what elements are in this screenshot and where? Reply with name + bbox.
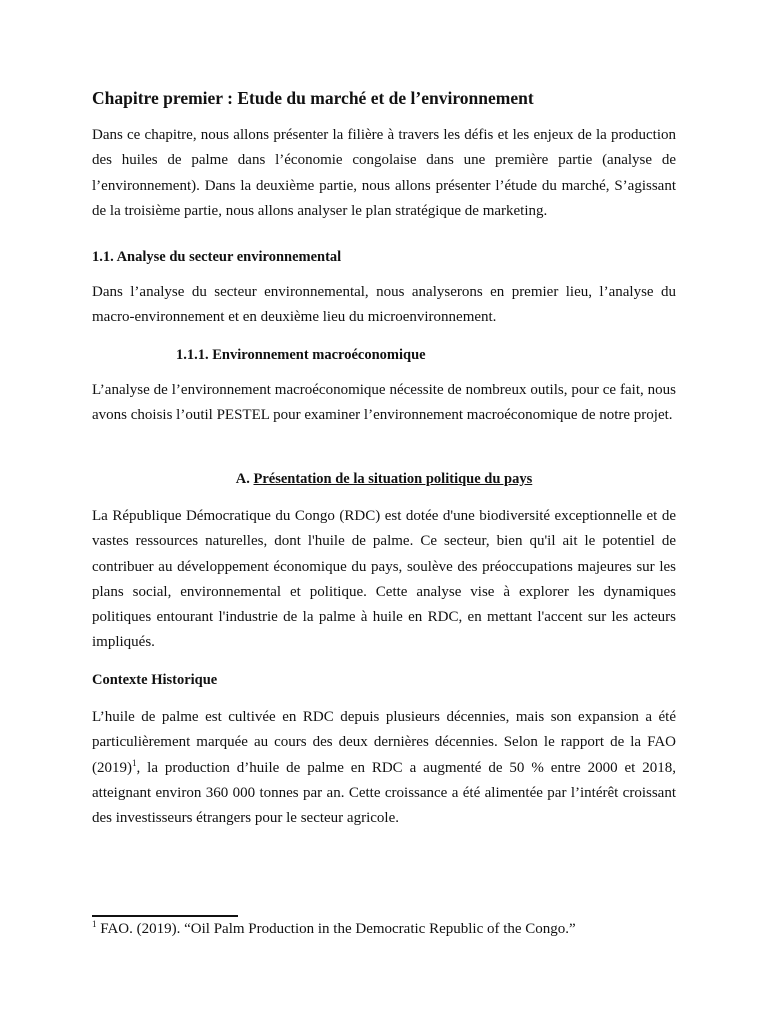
footnote <box>92 919 576 939</box>
historical-paragraph-start: L’huile de palme est cultivée en RDC depuis plusieurs décennies, mais son expansion a été particulièrement marquée au cours des deux dernières décennies. Selon le rapport de la FAO (2019) <box>92 709 676 776</box>
historical-paragraph-end: , la production d’huile de palme en RDC a augmenté de 50 % entre 2000 et 2018, atteignant environ 360 000 tonnes par an. Cette croissance a été alimentée par l’intérêt croissant des investisseurs étrangers pour le secteur agricole. <box>92 759 676 827</box>
historical-context-paragraph <box>92 705 676 831</box>
footnote-number: 1 <box>92 919 97 929</box>
section-1-1-1-paragraph: L’analyse de l’environnement macroéconomique nécessite de nombreux outils, pour ce fait, nous avons choisis l’outil PESTEL pour examiner l’environnement macroéconomique de notre projet. <box>92 382 676 424</box>
footnote-reference: 1 <box>132 757 137 768</box>
intro-paragraph: Dans ce chapitre, nous allons présenter la filière à travers les défis et les enjeux de la production des huiles de palme dans l’économie congolaise dans une première partie (analyse de l’environnement). Dans la deuxième partie, nous allons présenter l’étude du marché, S’agissant de la troisième partie, nous allons analyser le plan stratégique de marketing. <box>92 127 676 219</box>
section-1-1-paragraph: Dans l’analyse du secteur environnemental, nous analyserons en premier lieu, l’analyse du macro-environnement et en deuxième lieu du microenvironnement. <box>92 284 676 326</box>
section-a-paragraph: La République Démocratique du Congo (RDC) est dotée d'une biodiversité exceptionnelle et de vastes ressources naturelles, dont l'huile de palme. Ce secteur, bien qu'il ait le potentiel de contribuer au développement économique du pays, soulève des préoccupations majeures sur les plans social, environnemental et politique. Cette analyse vise à explorer les dynamiques politiques entourant l'industrie de la palme à huile en RDC, en mettant l'accent sur les acteurs impliqués. <box>92 508 676 651</box>
section-heading-a <box>92 469 676 489</box>
footnote-text: FAO. (2019). “Oil Palm Production in the Democratic Republic of the Congo.” <box>96 921 576 937</box>
footnote-separator <box>92 915 238 917</box>
section-heading-1-1: 1.1. Analyse du secteur environnemental <box>92 249 342 265</box>
section-a-title: Présentation de la situation politique du pays <box>253 471 533 487</box>
section-heading-1-1-1: 1.1.1. Environnement macroéconomique <box>176 347 426 363</box>
section-a-letter: A. <box>235 471 250 487</box>
historical-context-heading: Contexte Historique <box>92 672 218 688</box>
chapter-title: Chapitre premier : Etude du marché et de l’environnement <box>92 88 534 108</box>
